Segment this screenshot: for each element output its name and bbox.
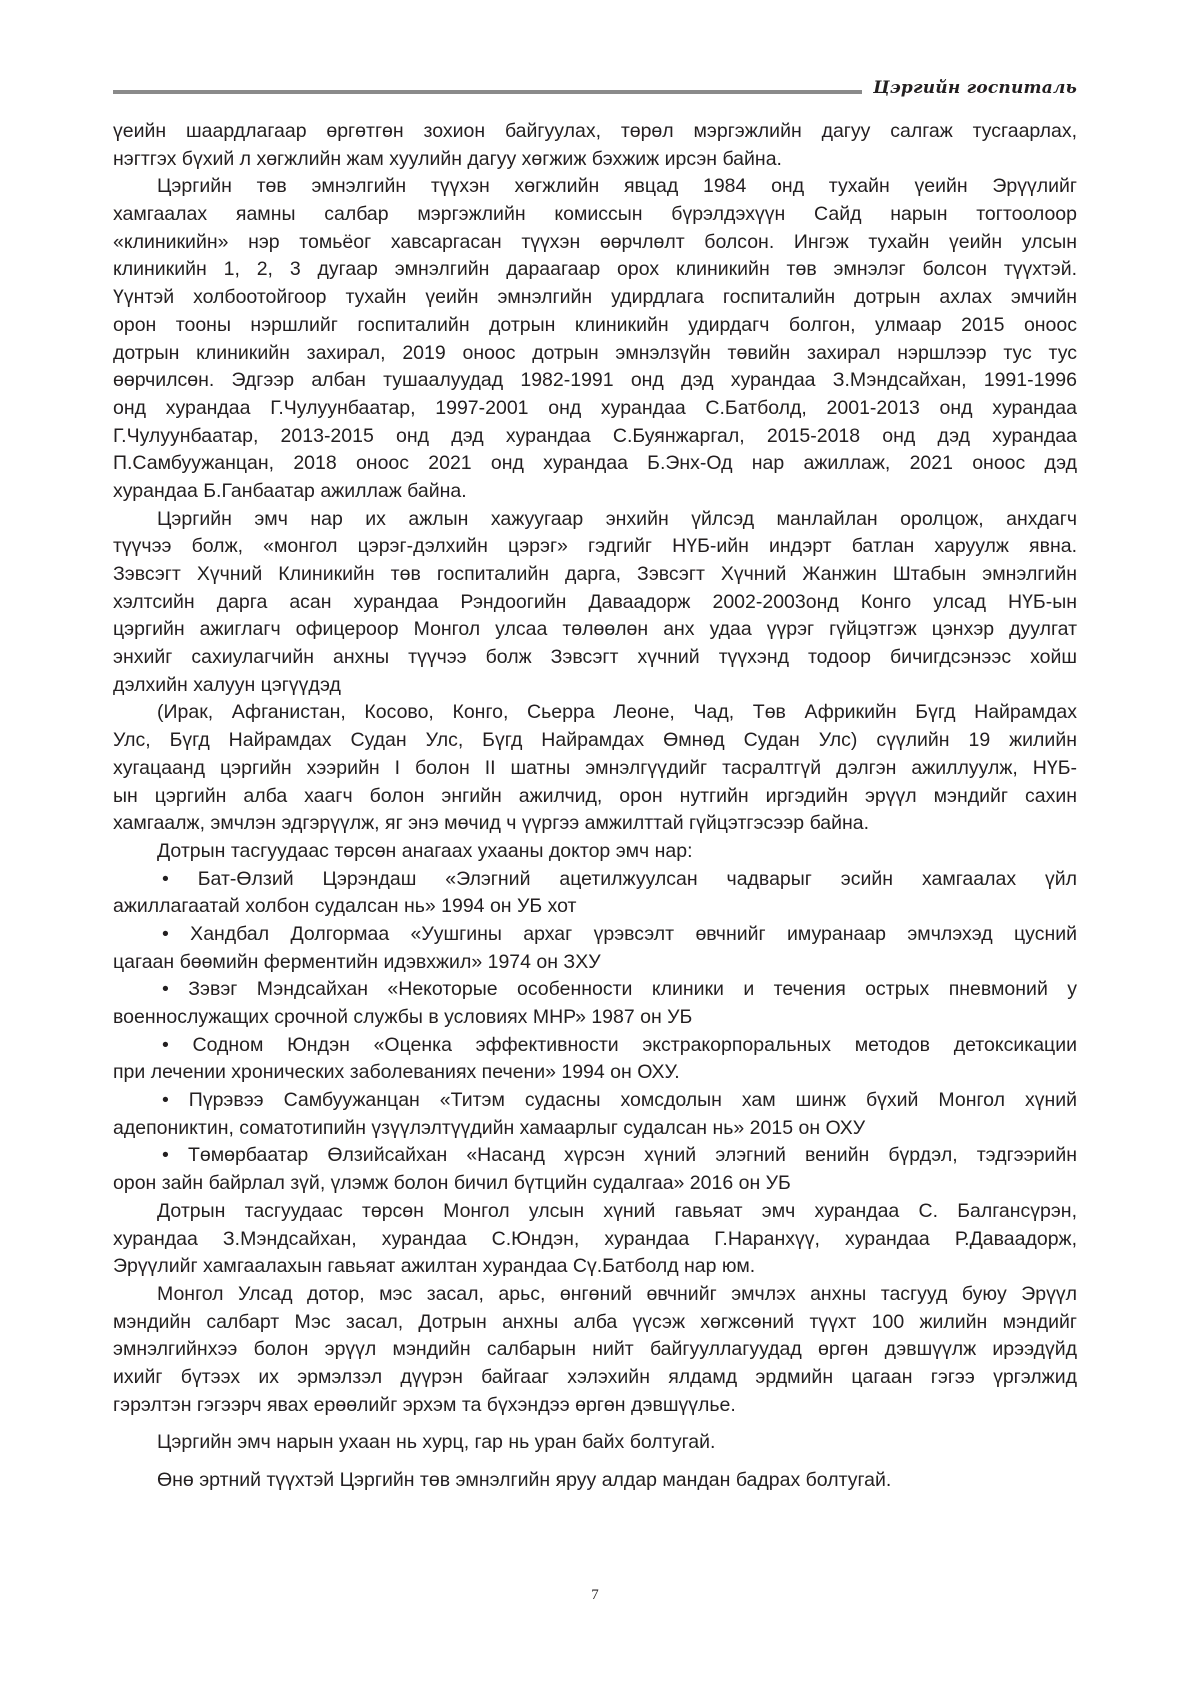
text-line: цэргийн ажиглагч офицероор Монгол улсаа төлөөлөн анх удаа үүрэг гүйцэтгэж цэнхэр дуулгат — [113, 618, 1077, 641]
running-header — [113, 78, 1077, 108]
text-line: ын цэргийн алба хаагч болон энгийн ажилчид, орон нутгийн иргэдийн эрүүл мэндийг сахин — [113, 784, 1077, 807]
text-line: Улс, Бүгд Найрамдах Судан Улс, Бүгд Найрамдах Өмнөд Судан Улс) сүүлийн 19 жилийн — [113, 729, 1077, 752]
closing-line: Цэргийн эмч нарын ухаан нь хурц, гар нь уран байх болтугай. — [157, 1431, 716, 1454]
text-line: клиникийн 1, 2, 3 дугаар эмнэлгийн дараагаар орох клиникийн төв эмнэлэг болсон түүхтэй. — [113, 258, 1077, 281]
text-line: түүчээ болж, «монгол цэрэг-дэлхийн цэрэг» гэдгийг НҮБ-ийн индэрт батлан харуулж явна. — [113, 535, 1077, 558]
text-line: Монгол Улсад дотор, мэс засал, арьс, өнгөний өвчнийг эмчлэх анхны тасгууд буюу Эрүүл — [157, 1282, 1077, 1305]
text-line: Г.Чулуунбаатар, 2013-2015 онд дэд хурандаа С.Буянжаргал, 2015-2018 онд дэд хурандаа — [113, 424, 1077, 447]
text-line: Дотрын тасгуудаас төрсөн анагаах ухааны доктор эмч нар: — [157, 839, 693, 862]
body-text — [113, 118, 1077, 1495]
text-line: Цэргийн эмч нар их ажлын хажуугаар энхийн үйлсэд манлайлан оролцож, анхдагч — [157, 507, 1077, 530]
text-line: «клиникийн» нэр томьёог хавсаргасан түүхэн өөрчлөлт болсон. Ингэж тухайн үеийн улсын — [113, 230, 1077, 253]
text-line: үеийн шаардлагаар өргөтгөн зохион байгуулах, төрөл мэргэжлийн дагуу салгаж тусгаарлах, — [113, 120, 1077, 142]
text-line: хугацаанд цэргийн хээрийн I болон II шатны эмнэлгүүдийг тасралтгүй дэлгэн ажиллуулж, НҮБ- — [113, 756, 1077, 779]
paragraph-gap — [113, 1419, 1077, 1429]
text-line: нэгтгэх бүхий л хөгжлийн жам хуулийн дагуу хөгжиж бэхжиж ирсэн байна. — [113, 147, 782, 170]
text-line: хамгаалах яамны салбар мэргэжлийн комиссын бүрэлдэхүүн Сайд нарын тогтоолоор — [113, 203, 1077, 226]
text-line: хурандаа З.Мэндсайхан, хурандаа С.Юндэн, хурандаа Г.Наранхүү, хурандаа Р.Даваадорж, — [113, 1227, 1077, 1250]
text-line: Эрүүлийг хамгаалахын гавьяат ажилтан хурандаа Сү.Батболд нар юм. — [113, 1255, 756, 1278]
text-line: цагаан бөөмийн ферментийн идэвхжил» 1974 он ЗХУ — [113, 950, 601, 973]
bullet-item-line: • Бат-Өлзий Цэрэндаш «Элэгний ацетилжуулсан чадварыг эсийн хамгаалах үйл — [162, 867, 1077, 890]
text-line: военнослужащих срочной службы в условиях МНР» 1987 он УБ — [113, 1006, 693, 1028]
running-header-title: Цэргийн госпиталь — [873, 78, 1077, 98]
text-line: энхийг сахиулагчийн анхны түүчээ болж Зэвсэгт хүчний түүхэнд тодоор бичигдсэнээс хойш — [113, 646, 1077, 669]
text-line: Зэвсэгт Хүчний Клиникийн төв госпиталийн дарга, Зэвсэгт Хүчний Жанжин Штабын эмнэлгийн — [113, 563, 1077, 585]
text-line: мэндийн салбарт Мэс засал, Дотрын анхны алба үүсэж хөгжсөний түүхт 100 жилийн мэндийг — [113, 1310, 1077, 1333]
text-line: ажиллагаатай холбон судалсан нь» 1994 он УБ хот — [113, 895, 577, 918]
text-line: орон тооны нэршлийг госпиталийн дотрын клиникийн удирдагч болгон, улмаар 2015 оноос — [113, 313, 1077, 336]
text-line: Үүнтэй холбоотойгоор тухайн үеийн эмнэлгийн удирдлага госпиталийн дотрын ахлах эмчийн — [113, 286, 1077, 309]
bullet-item-line: • Пүрэвээ Самбуужанцан «Титэм судасны хомсдолын хам шинж бүхий Монгол хүний — [162, 1089, 1077, 1112]
page-number: 7 — [591, 1587, 599, 1603]
text-line: (Ирак, Афганистан, Косово, Конго, Сьерра Леоне, Чад, Төв Африкийн Бүгд Найрамдах — [157, 701, 1077, 724]
text-line: дэлхийн халуун цэгүүдэд — [113, 673, 341, 696]
bullet-item-line: • Содном Юндэн «Оценка эффективности экстракорпоральных методов детоксикации — [162, 1033, 1077, 1056]
text-line: хамгаалж, эмчлэн эдгэрүүлж, яг энэ мөчид ч үүргээ амжилттай гүйцэтгэсээр байна. — [113, 812, 870, 835]
header-rule — [113, 90, 862, 94]
text-line: Дотрын тасгуудаас төрсөн Монгол улсын хүний гавьяат эмч хурандаа С. Балгансүрэн, — [157, 1199, 1077, 1222]
text-line: хэлтсийн дарга асан хурандаа Рэндоогийн Даваадорж 2002-2003онд Конго улсад НҮБ-ын — [113, 590, 1077, 613]
text-line: гэрэлтэн гэгээрч явах ерөөлийг эрхэм та бүхэндээ өргөн дэвшүүлье. — [113, 1393, 736, 1416]
text-line: Цэргийн төв эмнэлгийн түүхэн хөгжлийн явцад 1984 онд тухайн үеийн Эрүүлийг — [157, 175, 1077, 198]
text-line: онд хурандаа Г.Чулуунбаатар, 1997-2001 онд хурандаа С.Батболд, 2001-2013 онд хурандаа — [113, 396, 1077, 419]
text-line: эмнэлгийнхээ болон эрүүл мэндийн салбарын нийт байгууллагуудад өргөн дэвшүүлж ирээдүйд — [113, 1338, 1077, 1361]
text-line: хурандаа Б.Ганбаатар ажиллаж байна. — [113, 479, 467, 502]
text-line: при лечении хронических заболеваниях печени» 1994 он ОХУ. — [113, 1061, 680, 1084]
text-line: адепониктин, соматотипийн үзүүлэлтүүдийн хамаарлыг судалсан нь» 2015 он ОХУ — [113, 1116, 866, 1139]
text-line: дотрын клиникийн захирал, 2019 оноос дотрын эмнэлзүйн төвийн захирал нэршлээр тус тус — [113, 341, 1077, 364]
text-line: ихийг бүтээх их эрмэлзэл дүүрэн байгааг хэлэхийн ялдамд эрдмийн цагаан гэгээ үргэлжид — [113, 1365, 1077, 1388]
closing-line: Өнө эртний түүхтэй Цэргийн төв эмнэлгийн яруу алдар мандан бадрах болтугай. — [157, 1469, 892, 1491]
text-line: орон зайн байрлал зүй, үлэмж болон бичил бүтцийн судалгаа» 2016 он УБ — [113, 1172, 791, 1195]
text-line: П.Самбуужанцан, 2018 оноос 2021 онд хурандаа Б.Энх-Од нар ажиллаж, 2021 оноос дэд — [113, 452, 1077, 475]
bullet-item-line: • Зэвэг Мэндсайхан «Некоторые особенности клиники и течения острых пневмоний у — [162, 978, 1077, 1001]
paragraph-gap — [113, 1457, 1077, 1467]
text-line: өөрчилсөн. Эдгээр албан тушаалуудад 1982-1991 онд дэд хурандаа З.Мэндсайхан, 1991-1996 — [113, 369, 1077, 392]
bullet-item-line: • Төмөрбаатар Өлзийсайхан «Насанд хүрсэн хүний элэгний венийн бүрдэл, тэдгээрийн — [162, 1144, 1077, 1167]
bullet-item-line: • Хандбал Долгормаа «Уушгины архаг үрэвсэлт өвчнийг имуранаар эмчлэхэд цусний — [162, 922, 1077, 945]
